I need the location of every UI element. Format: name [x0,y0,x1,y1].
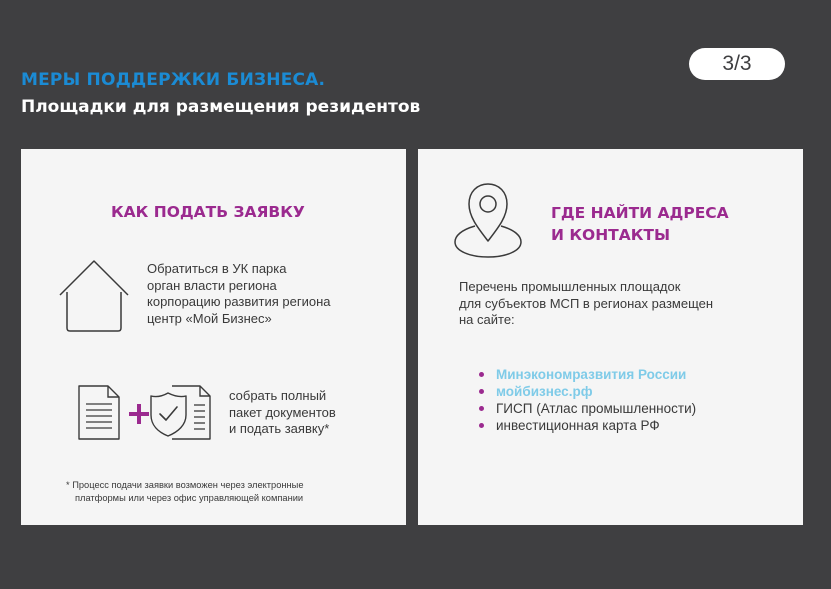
step2-line: и подать заявку* [229,421,330,436]
list-item[interactable] [496,383,696,400]
sites-intro-text [459,279,713,329]
location-pin-icon [453,181,523,259]
bullet-icon [479,372,484,377]
step2-line: пакет документов [229,404,336,420]
step1-line: орган власти региона [147,277,277,293]
page-subtitle: Площадки для размещения резидентов [21,97,421,117]
how-to-apply-card [21,149,406,525]
intro-line: для субъектов МСП в регионах размещен [459,295,714,311]
document-icon [78,385,120,440]
bullet-icon [479,423,484,428]
list-item [496,417,696,434]
heading-line: ГДЕ НАЙТИ АДРЕСА [551,204,729,222]
step1-line: центр «Мой Бизнес» [147,310,272,326]
step1-line: корпорацию развития региона [147,294,331,309]
bullet-icon [479,389,484,394]
heading-line: И КОНТАКТЫ [551,226,671,244]
shield-check-document-icon [150,385,212,441]
sites-list [496,366,696,434]
addresses-contacts-card [418,149,803,525]
addresses-contacts-heading [551,202,729,246]
list-item[interactable] [496,366,696,383]
step1-line: Обратиться в УК парка [147,261,287,276]
gisp-item: ГИСП (Атлас промышленности) [496,401,697,416]
intro-line: на сайте: [459,312,515,327]
step2-text [229,388,336,438]
footnote [66,479,304,505]
link-ministry-economic-development[interactable]: Минэкономразвития России [496,367,687,382]
bullet-icon [479,406,484,411]
how-to-apply-heading: КАК ПОДАТЬ ЗАЯВКУ [111,203,305,221]
footnote-line: платформы или через офис управляющей компании [75,493,304,503]
investment-map-item: инвестиционная карта РФ [496,418,660,433]
step2-line: собрать полный [229,388,327,403]
list-item [496,400,696,417]
footnote-line: * Процесс подачи заявки возможен через электронные [66,480,304,490]
step1-text [147,261,331,327]
page-title: МЕРЫ ПОДДЕРЖКИ БИЗНЕСА. [21,70,326,90]
page-indicator: 3/3 [689,48,785,80]
house-icon [58,258,130,333]
plus-icon [129,404,149,424]
link-moybiznes[interactable]: мойбизнес.рф [496,384,593,399]
intro-line: Перечень промышленных площадок [459,279,681,294]
